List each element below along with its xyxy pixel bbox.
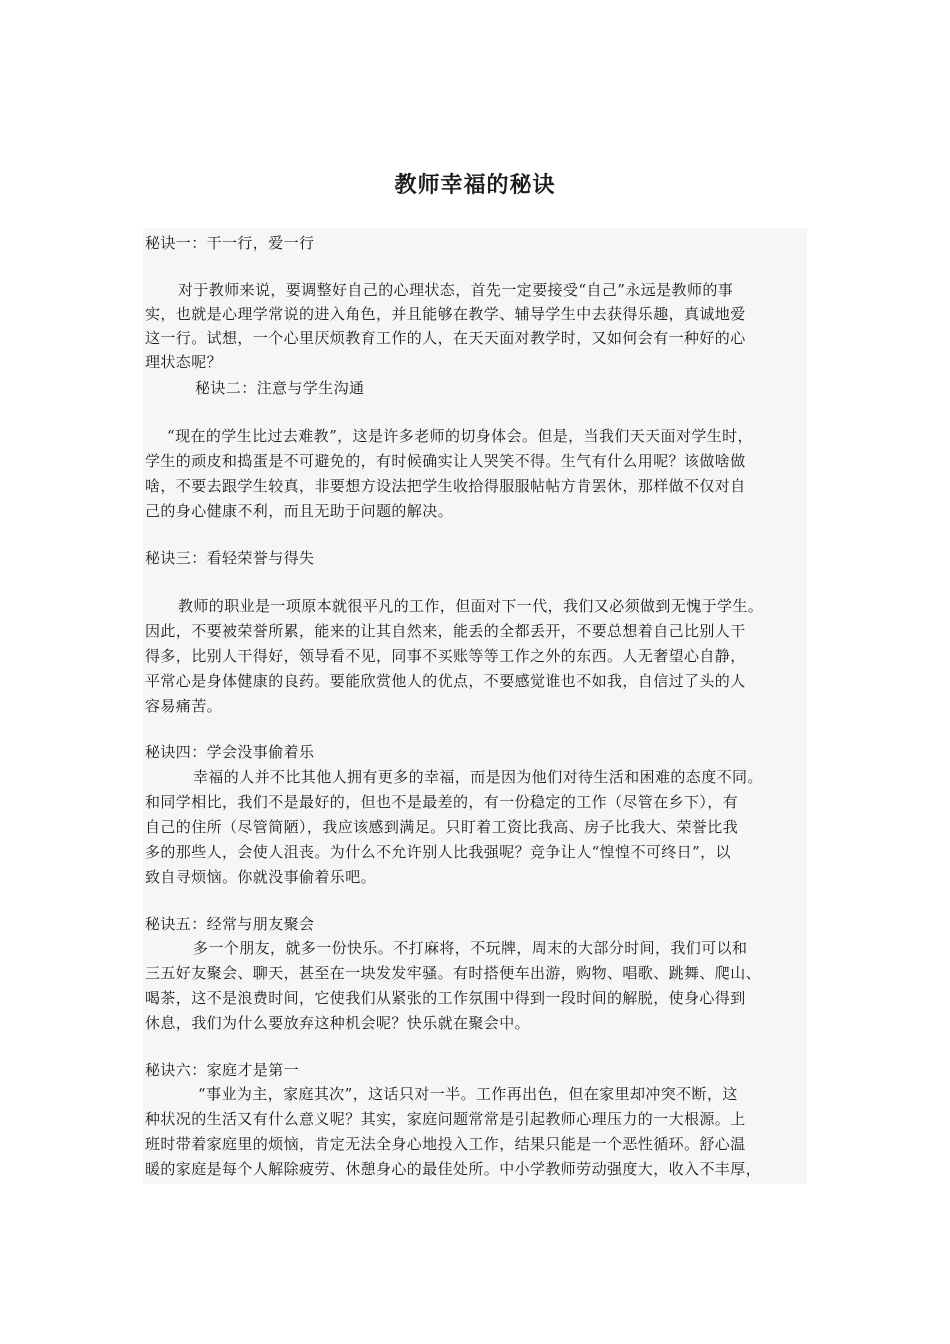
paragraph-line: 得多，比别人干得好，领导看不见，同事不买账等等工作之外的东西。人无奢望心自静， [145, 647, 746, 665]
paragraph-line: 啥，不要去跟学生较真，非要想方设法把学生收拾得服服帖帖方肯罢休，那样做不仅对自 [145, 477, 746, 495]
paragraph-line: 平常心是身体健康的良药。要能欣赏他人的优点，不要感觉谁也不如我，自信过了头的人 [145, 672, 746, 690]
section-heading: 秘诀四：学会没事偷着乐 [145, 743, 315, 761]
paragraph-line: 因此，不要被荣誉所累，能来的让其自然来，能丢的全都丢开，不要总想着自己比别人干 [145, 622, 746, 640]
paragraph-line: 学生的顽皮和捣蛋是不可避免的，有时候确实让人哭笑不得。生气有什么用呢？该做啥做 [145, 452, 746, 470]
section-heading: 秘诀一：干一行，爱一行 [145, 234, 315, 252]
paragraph-line: 己的身心健康不利，而且无助于问题的解决。 [145, 502, 454, 520]
section-heading: 秘诀五：经常与朋友聚会 [145, 915, 315, 933]
paragraph-line: 和同学相比，我们不是最好的，但也不是最差的，有一份稳定的工作（尽管在乡下），有 [145, 793, 739, 811]
paragraph-line: 自己的住所（尽管简陋），我应该感到满足。只盯着工资比我高、房子比我大、荣誉比我 [145, 818, 739, 836]
paragraph-line: 多的那些人，会使人沮丧。为什么不允许别人比我强呢？竞争让人“惶惶不可终日”，以 [145, 843, 731, 861]
paragraph-line: 教师的职业是一项原本就很平凡的工作，但面对下一代，我们又必须做到无愧于学生。 [178, 597, 764, 615]
paragraph-line: “现在的学生比过去难教”，这是许多老师的切身体会。但是，当我们天天面对学生时， [167, 427, 753, 445]
paragraph-line: 这一行。试想，一个心里厌烦教育工作的人，在天天面对教学时，又如何会有一种好的心 [145, 329, 746, 347]
paragraph-line: 班时带着家庭里的烦恼，肯定无法全身心地投入工作，结果只能是一个恶性循环。舒心温 [145, 1135, 746, 1153]
document-body [143, 228, 807, 1184]
document-title: 教师幸福的秘诀 [394, 173, 556, 198]
paragraph-line: 理状态呢？ [145, 353, 223, 371]
paragraph-line: 多一个朋友，就多一份快乐。不打麻将，不玩牌，周末的大部分时间，我们可以和 [193, 939, 748, 957]
section-heading: 秘诀二：注意与学生沟通 [195, 379, 365, 397]
paragraph-line: 休息，我们为什么要放弃这种机会呢？快乐就在聚会中。 [145, 1014, 531, 1032]
paragraph-line: 实，也就是心理学常说的进入角色，并且能够在教学、辅导学生中去获得乐趣，真诚地爱 [145, 305, 746, 323]
paragraph-line: 喝茶，这不是浪费时间，它使我们从紧张的工作氛围中得到一段时间的解脱，使身心得到 [145, 989, 746, 1007]
paragraph-line: 容易痛苦。 [145, 697, 223, 715]
paragraph-line: 对于教师来说，要调整好自己的心理状态，首先一定要接受“自己”永远是教师的事 [178, 281, 734, 299]
section-heading: 秘诀三：看轻荣誉与得失 [145, 549, 315, 567]
paragraph-line: 三五好友聚会、聊天，甚至在一块发发牢骚。有时搭便车出游，购物、唱歌、跳舞、爬山、 [145, 964, 762, 982]
paragraph-line: 致自寻烦恼。你就没事偷着乐吧。 [145, 868, 377, 886]
section-heading: 秘诀六：家庭才是第一 [145, 1061, 300, 1079]
paragraph-line: 暖的家庭是每个人解除疲劳、休憩身心的最佳处所。中小学教师劳动强度大，收入不丰厚， [145, 1160, 762, 1178]
paragraph-line: 种状况的生活又有什么意义呢？其实，家庭问题常常是引起教师心理压力的一大根源。上 [145, 1110, 746, 1128]
paragraph-line: 幸福的人并不比其他人拥有更多的幸福，而是因为他们对待生活和困难的态度不同。 [193, 768, 763, 786]
paragraph-line: “事业为主，家庭其次”，这话只对一半。工作再出色，但在家里却冲突不断，这 [198, 1085, 738, 1103]
